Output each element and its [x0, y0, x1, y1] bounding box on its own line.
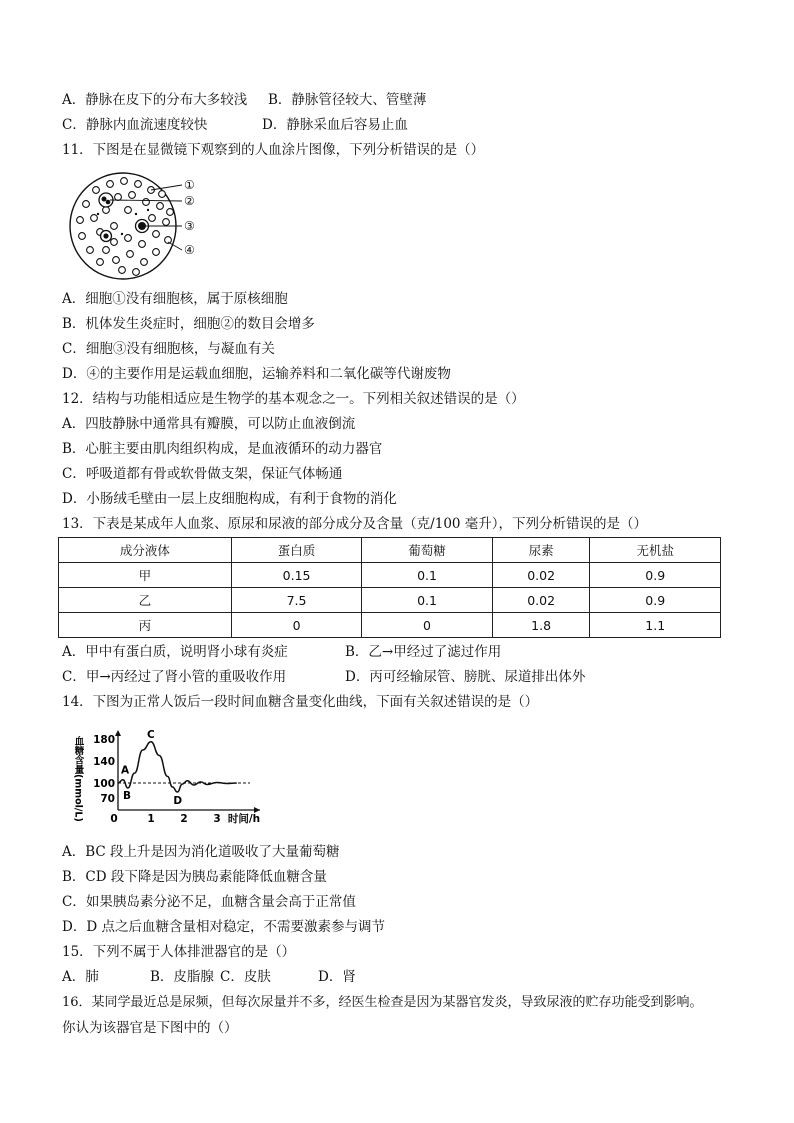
q14-option-c: C．如果胰岛素分泌不足，血糖含量会高于正常值	[62, 894, 356, 910]
table-row	[59, 588, 721, 613]
q11-option-c: C．细胞③没有细胞核，与凝血有关	[62, 341, 275, 357]
q13-option-d: D．丙可经输尿管、膀胱、尿道排出体外	[345, 669, 586, 685]
y-axis-arrow	[115, 730, 121, 736]
x-tick-label: 1	[147, 813, 155, 825]
blood-smear-figure	[66, 170, 211, 282]
table-header-cell: 蛋白质	[231, 538, 361, 563]
y-tick-label: 100	[93, 778, 115, 790]
q12-option-d: D．小肠绒毛壁由一层上皮细胞构成，有利于食物的消化	[62, 491, 397, 507]
q14-option-a: A．BC 段上升是因为消化道吸收了大量葡萄糖	[62, 844, 340, 860]
table-header-cell: 成分液体	[59, 538, 232, 563]
table-cell: 0.9	[590, 563, 721, 588]
table-cell: 7.5	[231, 588, 361, 613]
point-label-a: A	[121, 764, 130, 777]
q13-option-b: B．乙→甲经过了滤过作用	[345, 644, 502, 660]
q10-option-d: D．静脉采血后容易止血	[262, 117, 408, 133]
table-cell: 丙	[59, 613, 232, 638]
table-cell: 0.1	[362, 563, 492, 588]
table-cell: 1.8	[492, 613, 590, 638]
table-row	[59, 563, 721, 588]
q11-option-d: D．④的主要作用是运载血细胞，运输养料和二氧化碳等代谢废物	[62, 366, 451, 382]
q15-stem: 15．下列不属于人体排泄器官的是（）	[62, 944, 296, 960]
table-cell: 甲	[59, 563, 232, 588]
x-tick-label: 3	[213, 813, 221, 825]
q16-stem-line2: 你认为该器官是下图中的（）	[62, 1020, 238, 1036]
q15-option-b: B．皮脂腺	[150, 969, 214, 985]
table-cell: 0.15	[231, 563, 361, 588]
x-tick-label: 0	[110, 813, 118, 825]
q16-stem-line1: 16．某同学最近总是尿频，但每次尿量并不多，经医生检查是因为某器官发炎，导致尿液的贮存功能受到影响。	[62, 995, 703, 1010]
q11-stem: 11．下图是在显微镜下观察到的人血涂片图像，下列分析错误的是（）	[62, 142, 485, 158]
q10-option-b: B．静脉管径较大、管壁薄	[268, 92, 427, 108]
q14-option-b: B．CD 段下降是因为胰岛素能降低血糖含量	[62, 869, 327, 885]
q12-stem: 12．结构与功能相适应是生物学的基本观念之一。下列相关叙述错误的是（）	[62, 391, 525, 407]
x-axis-label: 时间/h	[227, 813, 261, 825]
q15-option-d: D．肾	[318, 969, 356, 985]
table-cell: 0.02	[492, 588, 590, 613]
y-tick-label: 140	[93, 756, 115, 768]
table-cell: 0.02	[492, 563, 590, 588]
q15-option-a: A．肺	[62, 969, 99, 985]
table-header-row	[59, 538, 721, 563]
table-header-cell: 尿素	[492, 538, 590, 563]
table-cell: 0	[231, 613, 361, 638]
q13-option-c: C．甲→丙经过了肾小管的重吸收作用	[62, 669, 287, 685]
q13-option-a: A．甲中有蛋白质，说明肾小球有炎症	[62, 644, 288, 660]
smear-label-3: ③	[184, 219, 195, 233]
q12-option-c: C．呼吸道都有骨或软骨做支架，保证气体畅通	[62, 466, 343, 482]
q10-option-a: A．静脉在皮下的分布大多较浅	[62, 92, 248, 108]
table-cell: 0	[362, 613, 492, 638]
table-cell: 1.1	[590, 613, 721, 638]
q14-stem: 14．下图为正常人饭后一段时间血糖含量变化曲线，下面有关叙述错误的是（）	[62, 694, 539, 710]
y-tick-label: 70	[100, 793, 115, 805]
smear-label-2: ②	[184, 194, 195, 208]
table-header-cell: 无机盐	[590, 538, 721, 563]
glucose-curve	[118, 742, 237, 792]
composition-table	[58, 537, 721, 638]
q11-option-a: A．细胞①没有细胞核，属于原核细胞	[62, 291, 288, 307]
x-tick-label: 2	[180, 813, 188, 825]
point-label-b: B	[123, 790, 132, 802]
point-label-c: C	[147, 728, 155, 741]
table-header-cell: 葡萄糖	[362, 538, 492, 563]
y-tick-label: 180	[93, 734, 115, 746]
y-axis-label: 血糖含量(mmol/L)	[72, 736, 84, 822]
table-cell: 0.9	[590, 588, 721, 613]
table-row	[59, 613, 721, 638]
table-cell: 0.1	[362, 588, 492, 613]
point-label-d: D	[173, 795, 183, 807]
q15-option-c: C．皮肤	[220, 969, 271, 985]
q11-option-b: B．机体发生炎症时，细胞②的数目会增多	[62, 316, 315, 332]
q12-option-b: B．心脏主要由肌肉组织构成，是血液循环的动力器官	[62, 441, 383, 457]
q12-option-a: A．四肢静脉中通常具有瓣膜，可以防止血液倒流	[62, 416, 356, 432]
q10-option-c: C．静脉内血流速度较快	[62, 117, 208, 133]
q13-stem: 13．下表是某成年人血浆、原尿和尿液的部分成分及含量（克/100 毫升），下列分析错误的是（）	[62, 516, 648, 532]
blood-glucose-chart	[70, 722, 270, 834]
table-cell: 乙	[59, 588, 232, 613]
smear-label-4: ④	[184, 243, 195, 257]
smear-label-1: ①	[184, 178, 195, 192]
q14-option-d: D．D 点之后血糖含量相对稳定，不需要激素参与调节	[62, 919, 385, 935]
